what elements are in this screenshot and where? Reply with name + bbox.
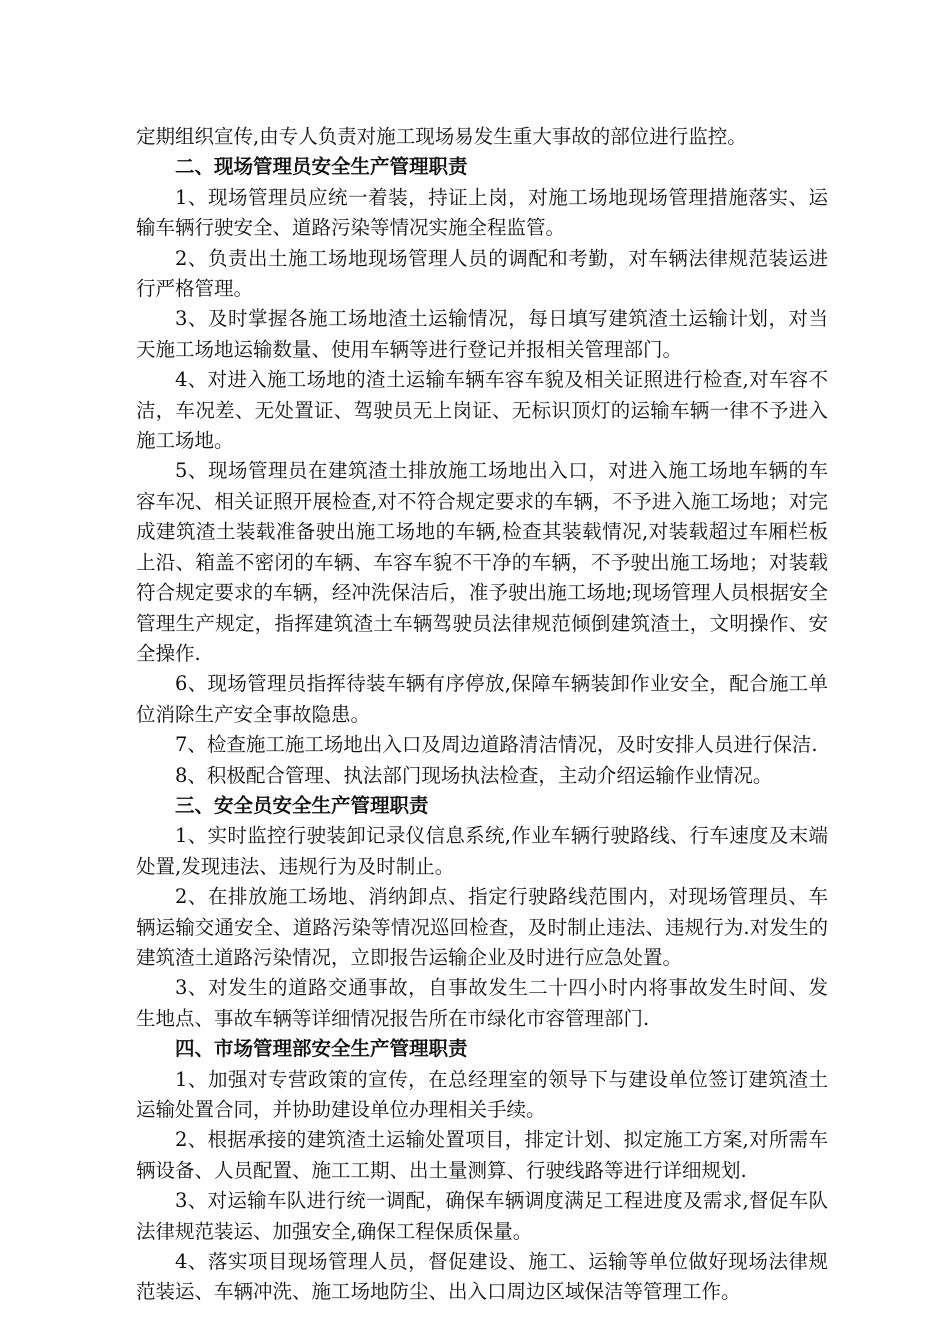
paragraph-item: 1、加强对专营政策的宣传，在总经理室的领导下与建设单位签订建筑渣土运输处置合同，并协助建设单位办理相关手续。 bbox=[136, 1067, 828, 1121]
section-heading-3: 三、安全员安全生产管理职责 bbox=[175, 793, 429, 817]
paragraph-item: 7、检查施工施工场地出入口及周边道路清洁情况，及时安排人员进行保洁. bbox=[175, 733, 818, 757]
paragraph-item: 3、对运输车队进行统一调配，确保车辆调度满足工程进度及需求,督促车队法律规范装运、加强安全,确保工程保质保量。 bbox=[136, 1189, 828, 1243]
section-heading-2: 二、现场管理员安全生产管理职责 bbox=[175, 155, 468, 179]
paragraph-item: 6、现场管理员指挥待装车辆有序停放,保障车辆装卸作业安全，配合施工单位消除生产安全事故隐患。 bbox=[136, 672, 828, 726]
section-heading-4: 四、市场管理部安全生产管理职责 bbox=[175, 1037, 468, 1061]
paragraph-item: 4、落实项目现场管理人员，督促建设、施工、运输等单位做好现场法律规范装运、车辆冲洗、施工场地防尘、出入口周边区域保洁等管理工作。 bbox=[136, 1250, 828, 1304]
document-body bbox=[136, 122, 828, 1308]
paragraph-item: 1、实时监控行驶装卸记录仪信息系统,作业车辆行驶路线、行车速度及末端处置,发现违法、违规行为及时制止。 bbox=[136, 824, 828, 878]
paragraph-item: 2、负责出土施工场地现场管理人员的调配和考勤，对车辆法律规范装运进行严格管理。 bbox=[136, 246, 828, 301]
paragraph-item: 2、在排放施工场地、消纳卸点、指定行驶路线范围内，对现场管理员、车辆运输交通安全、道路污染等情况巡回检查，及时制止违法、违规行为.对发生的建筑渣土道路污染情况，立即报告运输企业及时进行应急处置。 bbox=[136, 885, 828, 969]
paragraph-item: 1、现场管理员应统一着装，持证上岗，对施工场地现场管理措施落实、运输车辆行驶安全、道路污染等情况实施全程监管。 bbox=[136, 185, 828, 240]
paragraph-continuation: 定期组织宣传,由专人负责对施工现场易发生重大事故的部位进行监控。 bbox=[136, 125, 747, 148]
paragraph-item: 3、及时掌握各施工场地渣土运输情况，每日填写建筑渣土运输计划，对当天施工场地运输数量、使用车辆等进行登记并报相关管理部门。 bbox=[136, 307, 828, 361]
paragraph-item: 4、对进入施工场地的渣土运输车辆车容车貌及相关证照进行检查,对车容不洁，车况差、无处置证、驾驶员无上岗证、无标识顶灯的运输车辆一律不予进入施工场地。 bbox=[136, 368, 828, 453]
paragraph-item: 3、对发生的道路交通事故，自事故发生二十四小时内将事故发生时间、发生地点、事故车辆等详细情况报告所在市绿化市容管理部门. bbox=[136, 976, 828, 1030]
paragraph-item: 5、现场管理员在建筑渣土排放施工场地出入口，对进入施工场地车辆的车容车况、相关证照开展检查,对不符合规定要求的车辆，不予进入施工场地；对完成建筑渣土装载准备驶出施工场地的车辆,检查其装载情况,对装载超过车厢栏板上沿、箱盖不密闭的车辆、车容车貌不干净的车辆，不予驶出施工场地；对装载符合规定要求的车辆，经冲洗保洁后，准予驶出施工场地;现场管理人员根据安全管理生产规定，指挥建筑渣土车辆驾驶员法律规范倾倒建筑渣土，文明操作、安全操作. bbox=[136, 459, 828, 665]
paragraph-item: 2、根据承接的建筑渣土运输处置项目，排定计划、拟定施工方案,对所需车辆设备、人员配置、施工工期、出土量测算、行驶线路等进行详细规划. bbox=[136, 1128, 828, 1182]
paragraph-item: 8、积极配合管理、执法部门现场执法检查，主动介绍运输作业情况。 bbox=[175, 763, 773, 787]
